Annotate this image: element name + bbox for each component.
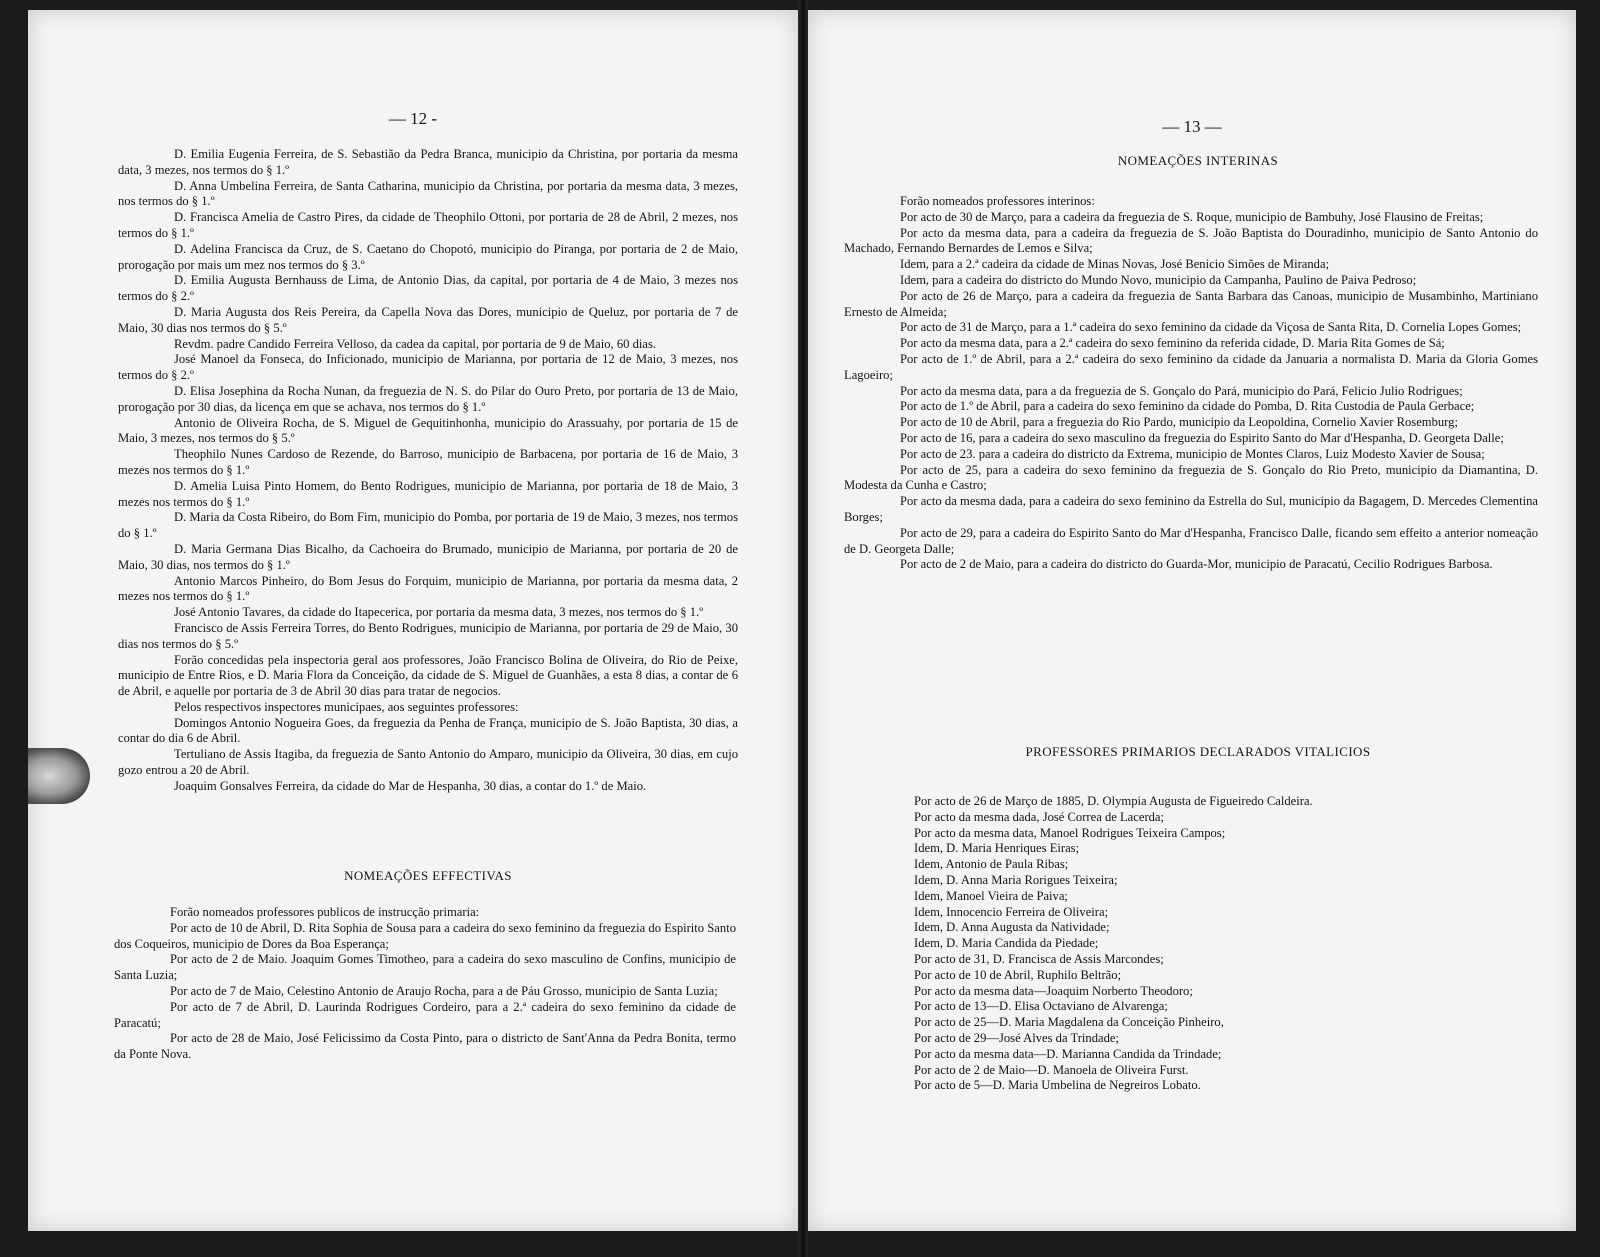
- entry-paragraph: D. Anna Umbelina Ferreira, de Santa Catharina, municipio da Christina, por portaria da mesma data, 3 mezes, nos termos do § 1.º: [118, 178, 738, 209]
- entry-paragraph: Por acto de 1.º de Abril, para a 2.ª cadeira do sexo feminino da cidade da Januaria a normalista D. Maria da Gloria Gomes Lagoeiro;: [844, 351, 1538, 382]
- entry-paragraph: José Manoel da Fonseca, do Inficionado, municipio de Marianna, por portaria de 12 de Maio, 3 mezes, nos termos do § 2.º: [118, 352, 738, 383]
- entry-paragraph: Por acto da mesma dada, para a cadeira do sexo feminino da Estrella do Sul, municipio da Bagagem, D. Mercedes Clementina Borges;: [844, 494, 1538, 524]
- entry-paragraph: Idem, para a 2.ª cadeira da cidade de Minas Novas, José Benicio Simões de Miranda;: [900, 257, 1330, 272]
- entry-paragraph: Por acto de 29, para a cadeira do Espirito Santo do Mar d'Hespanha, Francisco Dalle, ficando sem effeito a anterior nomeação de D. Georgeta Dalle;: [844, 525, 1538, 556]
- list-item: Por acto de 26 de Março de 1885, D. Olympia Augusta de Figueiredo Caldeira.: [914, 794, 1313, 808]
- left-page: [28, 10, 798, 1231]
- entry-paragraph: D. Francisca Amelia de Castro Pires, da cidade de Theophilo Ottoni, por portaria de 28 de Abril, 2 mezes, nos termos do § 1.º: [118, 210, 738, 240]
- entry-paragraph: D. Maria Germana Dias Bicalho, da Cachoeira do Brumado, municipio de Marianna, por portaria de 20 de Maio, 30 dias, nos termos do § 1.º: [118, 541, 738, 572]
- entry-paragraph: D. Amelia Luisa Pinto Homem, do Bento Rodrigues, municipio de Marianna, por portaria de 18 de Maio, 3 mezes nos termos do § 1.º: [118, 478, 738, 509]
- entry-paragraph: Forão concedidas pela inspectoria geral aos professores, João Francisco Bolina de Oliveira, do Rio de Peixe, municipio de Entre Rios, e D. Maria Flora da Conceição, da cidade de S. Miguel de Guanhães, a esta 8 dias, a contar de 6 de Abril, e aquelle por portaria de 3 de Abril 30 dias para tratar de negocios.: [118, 652, 738, 699]
- list-item: Idem, D. Anna Augusta da Natividade;: [914, 920, 1110, 935]
- entry-paragraph: Por acto de 1.º de Abril, para a cadeira do sexo feminino da cidade do Pomba, D. Rita Custodia de Paula Gerbace;: [900, 399, 1475, 414]
- page-number: — 12 -: [388, 109, 438, 128]
- list-item: Por acto de 5—D. Maria Umbelina de Negreiros Lobato.: [914, 1078, 1201, 1093]
- list-item: Idem, Antonio de Paula Ribas;: [914, 857, 1069, 872]
- entry-paragraph: Por acto de 28 de Maio, José Felicissimo da Costa Pinto, para o districto de Sant'Anna da Pedra Bonita, termo da Ponte Nova.: [114, 1031, 736, 1062]
- list-item: Idem, D. Maria Henriques Eiras;: [914, 841, 1080, 856]
- entry-paragraph: Por acto de 16, para a cadeira do sexo masculino da freguezia do Espirito Santo do Mar d'Hespanha, D. Georgeta Dalle;: [900, 430, 1504, 445]
- list-item: Por acto da mesma dada, José Correa de Lacerda;: [914, 809, 1165, 824]
- entry-paragraph: Domingos Antonio Nogueira Goes, da freguezia da Penha de França, municipio de S. João Baptista, 30 dias, a contar do dia 6 de Abril.: [118, 715, 738, 746]
- entry-paragraph: Por acto de 2 de Maio. Joaquim Gomes Timotheo, para a cadeira do sexo masculino de Confins, municipio de Santa Luzia;: [114, 952, 736, 983]
- list-item: Idem, Innocencio Ferreira de Oliveira;: [914, 904, 1109, 919]
- entry-paragraph: Por acto de 10 de Abril, para a freguezia do Rio Pardo, municipio da Leopoldina, Cornelio Xavier Rosemburg;: [900, 415, 1458, 430]
- right-page: [808, 10, 1576, 1231]
- section-intro: Forão nomeados professores interinos:: [900, 194, 1095, 208]
- left-body: [118, 147, 738, 795]
- entry-paragraph: D. Emilia Augusta Bernhauss de Lima, de Antonio Dias, da capital, por portaria de 4 de Maio, 3 mezes nos termos do § 2.º: [118, 273, 738, 304]
- list-item: Por acto de 25—D. Maria Magdalena da Conceição Pinheiro,: [914, 1015, 1224, 1030]
- list-item: Por acto da mesma data, Manoel Rodrigues Teixeira Campos;: [914, 825, 1226, 840]
- entry-paragraph: Por acto de 7 de Maio, Celestino Antonio de Araujo Rocha, para a de Páu Grosso, municipio de Santa Luzia;: [170, 983, 718, 998]
- list-item: Por acto de 13—D. Elisa Octaviano de Alvarenga;: [914, 999, 1168, 1014]
- entry-paragraph: D. Emilia Eugenia Ferreira, de S. Sebastião da Pedra Branca, municipio da Christina, por portaria da mesma data, 3 mezes, nos termos do § 1.º: [118, 147, 738, 177]
- list-item: Idem, Manoel Vieira de Paiva;: [914, 888, 1068, 903]
- entry-paragraph: Por acto de 2 de Maio, para a cadeira do districto do Guarda-Mor, municipio de Paracatú, Cecilio Rodrigues Barbosa.: [900, 557, 1493, 572]
- vitalicios-list: [914, 794, 1534, 1094]
- entry-paragraph: Por acto de 23. para a cadeira do districto da Extrema, municipio de Montes Claros, Luiz Modesto Xavier de Sousa;: [900, 446, 1485, 461]
- entry-paragraph: Por acto de 25, para a cadeira do sexo feminino da freguezia de S. Gonçalo do Rio Preto, municipio da Diamantina, D. Modesta da Cunha e Castro;: [844, 462, 1538, 493]
- section-title: NOMEAÇÕES EFFECTIVAS: [344, 868, 512, 883]
- entry-paragraph: Por acto da mesma data, para a cadeira da freguezia de S. João Baptista do Douradinho, municipio de Santo Antonio do Machado, Fernando Bernardes de Lemos e Silva;: [844, 225, 1538, 256]
- entry-paragraph: Revdm. padre Candido Ferreira Velloso, da cadea da capital, por portaria de 9 de Maio, 60 dias.: [174, 336, 657, 351]
- entry-paragraph: Francisco de Assis Ferreira Torres, do Bento Rodrigues, municipio de Marianna, por portaria de 29 de Maio, 30 dias nos termos do § 5.º: [118, 620, 738, 651]
- list-item: Idem, D. Anna Maria Rorigues Teixeira;: [914, 872, 1118, 887]
- entry-paragraph: D. Maria Augusta dos Reis Pereira, da Capella Nova das Dores, municipio de Queluz, por portaria de 7 de Maio, 30 dias nos termos do § 5.º: [118, 304, 738, 335]
- entry-paragraph: Antonio de Oliveira Rocha, de S. Miguel de Gequitinhonha, municipio do Arassuahy, por portaria de 15 de Maio, 3 mezes, nos termos do § 5.º: [118, 415, 738, 446]
- effectivas-body: [114, 905, 736, 1063]
- entry-paragraph: Idem, para a cadeira do districto do Mundo Novo, municipio da Campanha, Paulino de Paiva Pedroso;: [900, 272, 1417, 287]
- list-item: Por acto de 29—José Alves da Trindade;: [914, 1030, 1119, 1045]
- section-intro: Forão nomeados professores publicos de instrucção primaria:: [170, 905, 480, 919]
- entry-paragraph: Joaquim Gonsalves Ferreira, da cidade do Mar de Hespanha, 30 dias, a contar do 1.º de Maio.: [174, 778, 647, 793]
- page-number: — 13 —: [1162, 117, 1222, 136]
- entry-paragraph: D. Adelina Francisca da Cruz, de S. Caetano do Chopotó, municipio do Piranga, por portaria de 2 de Maio, prorogação por mais um mez nos termos do § 3.º: [118, 241, 738, 272]
- stain: [28, 748, 90, 804]
- entry-paragraph: José Antonio Tavares, da cidade do Itapecerica, por portaria da mesma data, 3 mezes, nos termos do § 1.º: [174, 605, 704, 620]
- list-item: Por acto de 10 de Abril, Ruphilo Beltrão;: [914, 967, 1122, 982]
- entry-paragraph: Tertuliano de Assis Itagiba, da freguezia de Santo Antonio do Amparo, municipio da Oliveira, 30 dias, em cujo gozo entrou a 20 de Abril.: [118, 747, 738, 778]
- list-item: Idem, D. Maria Candida da Piedade;: [914, 936, 1099, 951]
- entry-paragraph: Por acto de 30 de Março, para a cadeira da freguezia de S. Roque, municipio de Bambuhy, José Flausino de Freitas;: [900, 209, 1484, 224]
- interinas-body: [844, 194, 1538, 573]
- entry-paragraph: Por acto de 7 de Abril, D. Laurinda Rodrigues Cordeiro, para a 2.ª cadeira do sexo feminino da cidade de Paracatú;: [114, 999, 736, 1030]
- book-gutter: [798, 0, 808, 1257]
- list-item: Por acto de 31, D. Francisca de Assis Marcondes;: [914, 951, 1164, 966]
- section-title: NOMEAÇÕES INTERINAS: [1117, 153, 1279, 168]
- entry-paragraph: Por acto de 26 de Março, para a cadeira da freguezia de Santa Barbara das Canoas, municipio de Musambinho, Martiniano Ernesto de Almeida;: [844, 288, 1538, 319]
- list-item: Por acto de 2 de Maio—D. Manoela de Oliveira Furst.: [914, 1062, 1189, 1077]
- entry-paragraph: Antonio Marcos Pinheiro, do Bom Jesus do Forquim, municipio de Marianna, por portaria da mesma data, 2 mezes nos termos do § 1.º: [118, 573, 738, 604]
- entry-paragraph: Por acto da mesma data, para a da freguezia de S. Gonçalo do Pará, municipio do Pará, Felicio Julio Rodrigues;: [900, 383, 1463, 398]
- entry-paragraph: D. Maria da Costa Ribeiro, do Bom Fim, municipio do Pomba, por portaria de 19 de Maio, 3 mezes, nos termos do § 1.º: [118, 510, 738, 541]
- entry-paragraph: Por acto de 10 de Abril, D. Rita Sophia de Sousa para a cadeira do sexo feminino da freguezia do Espirito Santo dos Coqueiros, municipio de Dores da Boa Esperança;: [114, 920, 736, 951]
- entry-paragraph: Por acto de 31 de Março, para a 1.ª cadeira do sexo feminino da cidade da Viçosa de Santa Rita, D. Cornelia Lopes Gomes;: [900, 320, 1522, 335]
- entry-paragraph: D. Elisa Josephina da Rocha Nunan, da freguezia de N. S. do Pilar do Ouro Preto, por portaria de 13 de Maio, prorogação por 30 dias, da licença em que se achava, nos termos do § 1.º: [118, 383, 738, 414]
- entry-paragraph: Pelos respectivos inspectores municipaes, aos seguintes professores:: [174, 699, 519, 714]
- list-item: Por acto da mesma data—D. Marianna Candida da Trindade;: [914, 1046, 1222, 1061]
- entry-paragraph: Por acto da mesma data, para a 2.ª cadeira do sexo feminino da referida cidade, D. Maria Rita Gomes de Sá;: [900, 336, 1445, 351]
- section-title: PROFESSORES PRIMARIOS DECLARADOS VITALICIOS: [1025, 744, 1371, 759]
- entry-paragraph: Theophilo Nunes Cardoso de Rezende, do Barroso, municipio de Barbacena, por portaria de 16 de Maio, 3 mezes nos termos do § 1.º: [118, 447, 738, 477]
- list-item: Por acto da mesma data—Joaquim Norberto Theodoro;: [914, 983, 1193, 998]
